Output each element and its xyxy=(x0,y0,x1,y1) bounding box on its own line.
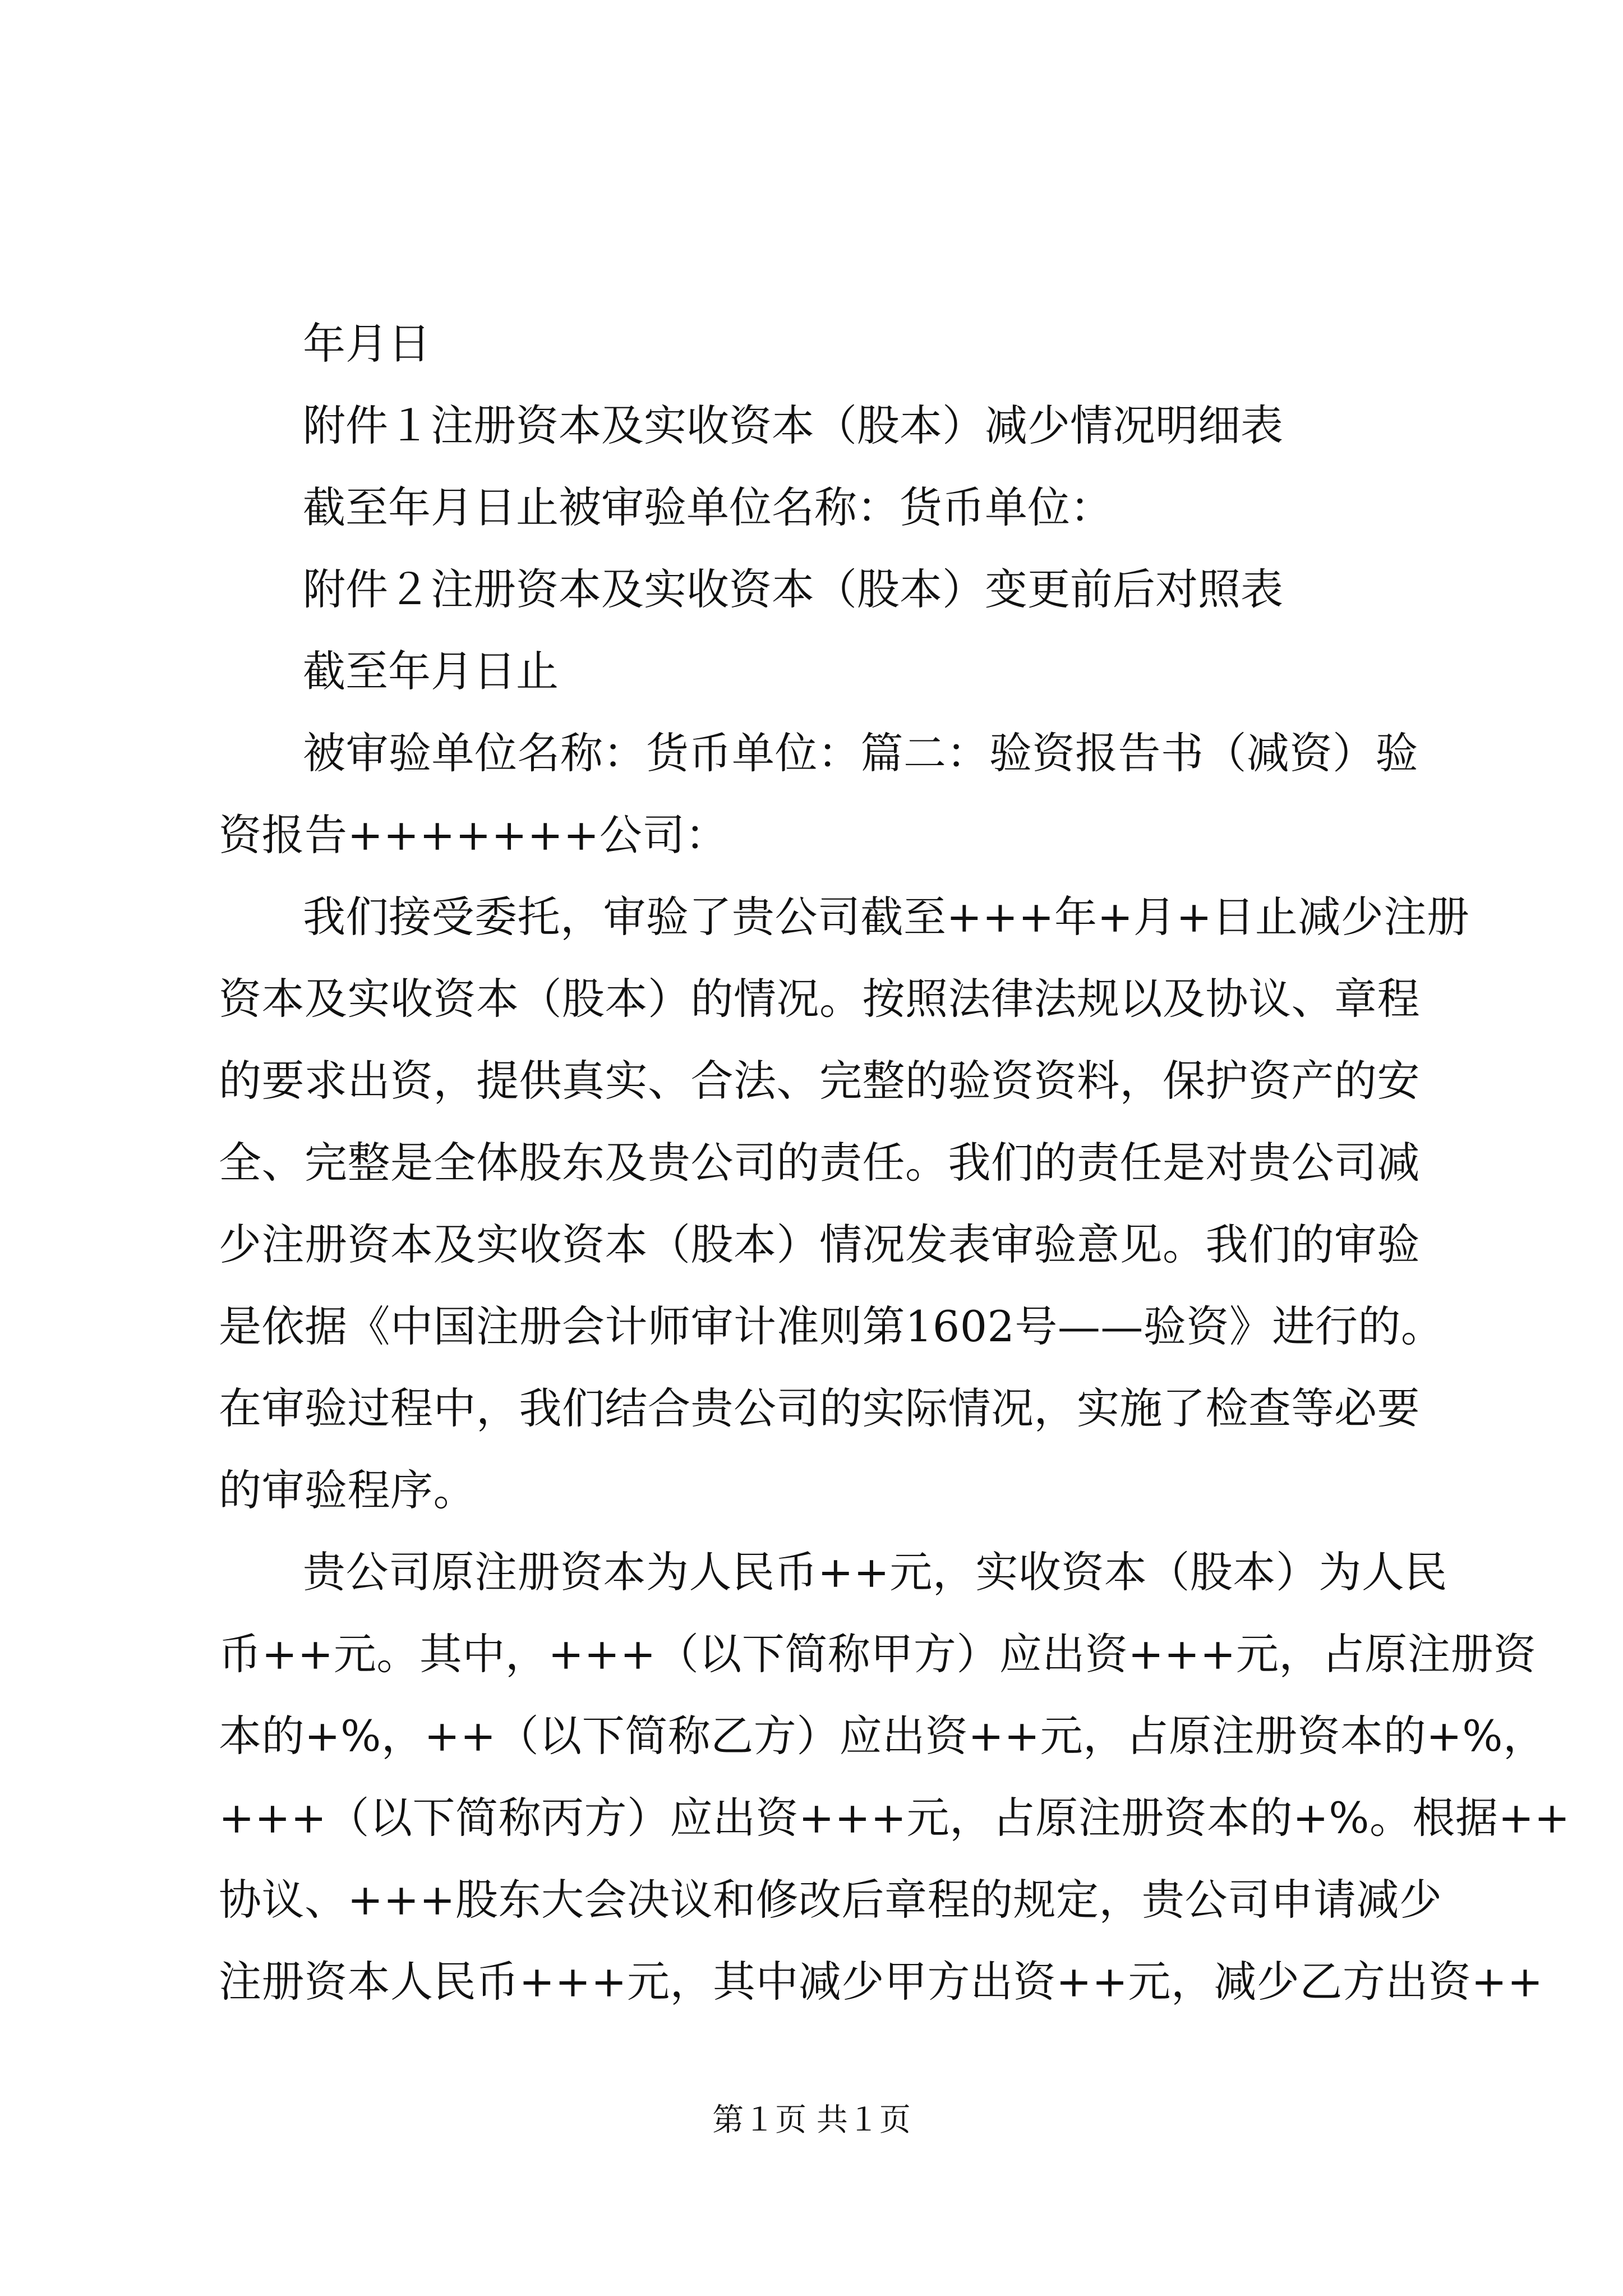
paragraph-line: 贵公司原注册资本为人民币++元，实收资本（股本）为人民 xyxy=(303,1547,1447,1597)
paragraph-line: 我们接受委托，审验了贵公司截至+++年+月+日止减少注册 xyxy=(303,892,1470,942)
paragraph-capital xyxy=(219,1531,1570,2023)
document-body xyxy=(219,303,1570,2023)
date-line: 年月日 xyxy=(303,319,431,369)
paragraph-line: 资报告+++++++公司： xyxy=(219,810,728,860)
paragraph-line: 全、完整是全体股东及贵公司的责任。我们的责任是对贵公司减 xyxy=(219,1138,1420,1188)
paragraph-line: 本的+%，++（以下简称乙方）应出资++元，占原注册资本的+%， xyxy=(219,1711,1546,1761)
paragraph-line: 在审验过程中，我们结合贵公司的实际情况，实施了检查等必要 xyxy=(219,1383,1420,1433)
paragraph-line: 资本及实收资本（股本）的情况。按照法律法规以及协议、章程 xyxy=(219,974,1420,1024)
paragraph-line: 协议、+++股东大会决议和修改后章程的规定，贵公司申请减少 xyxy=(219,1875,1442,1925)
paragraph-line: 被审验单位名称：货币单位：篇二：验资报告书（减资）验 xyxy=(303,728,1418,778)
attachment-1-subtitle: 截至年月日止被审验单位名称：货币单位： xyxy=(303,482,1113,532)
attachment-2-date: 截至年月日止 xyxy=(303,646,559,696)
paragraph-line: 是依据《中国注册会计师审计准则第1602号——验资》进行的。 xyxy=(219,1301,1444,1351)
attachment-2-title: 附件２注册资本及实收资本（股本）变更前后对照表 xyxy=(303,564,1283,614)
paragraph-report-heading xyxy=(219,712,1419,876)
page-footer: 第１页 共１页 xyxy=(712,2102,911,2138)
paragraph-line: 的审验程序。 xyxy=(219,1465,476,1515)
paragraph-line: 币++元。其中，+++（以下简称甲方）应出资+++元，占原注册资 xyxy=(219,1629,1537,1679)
paragraph-line: 少注册资本及实收资本（股本）情况发表审验意见。我们的审验 xyxy=(219,1220,1420,1269)
paragraph-line: +++（以下简称丙方）应出资+++元，占原注册资本的+%。根据++ xyxy=(219,1793,1570,1843)
attachment-1-title: 附件１注册资本及实收资本（股本）减少情况明细表 xyxy=(303,401,1283,450)
paragraph-line: 注册资本人民币+++元，其中减少甲方出资++元，减少乙方出资++ xyxy=(219,1957,1543,2007)
paragraph-engagement xyxy=(219,876,1470,1531)
paragraph-line: 的要求出资，提供真实、合法、完整的验资资料，保护资产的安 xyxy=(219,1056,1420,1106)
